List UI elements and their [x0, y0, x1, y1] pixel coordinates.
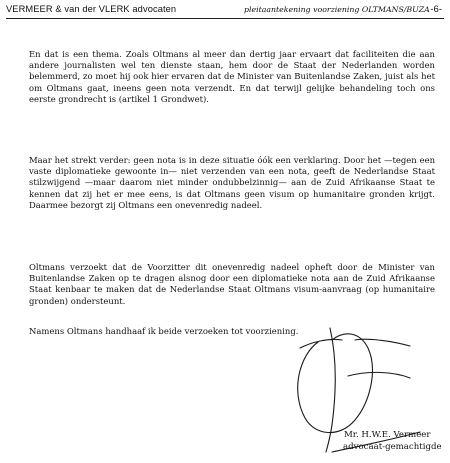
paragraph-3: Oltmans verzoekt dat de Voorzitter dit onevenredig nadeel opheft door de Minister van Buitenlandse Zaken op te dragen alsnog door een diplomatieke nota aan de Zuid Afrikaanse Staat kenbaar te maken dat de Nederlandse Staat Oltmans visum-aanvraag (op humanitaire gronden) ondersteunt.: [29, 262, 435, 306]
signer-name: Mr. H.W.E. Vermeer: [344, 430, 431, 440]
paragraph-1: En dat is een thema. Zoals Oltmans al meer dan dertig jaar ervaart dat faciliteiten die aan andere journalisten wel ten dienste staan, hem door de Staat der Nederlanden worden belemmerd, zo moet hij ook hier ervaren dat de Minister van Buitenlandse Zaken, juist als het om Oltmans gaat, ineens geen nota verzendt. En dat terwijl gelijke behandeling toch ons eerste grondrecht is (artikel 1 Grondwet).: [29, 49, 435, 104]
page-header: [6, 4, 444, 19]
signer-role: advocaat-gemachtigde: [343, 442, 442, 452]
page-number: -6-: [430, 4, 442, 15]
document-reference: pleitaantekening voorziening OLTMANS/BUZA: [244, 5, 430, 14]
paragraph-4: Namens Oltmans handhaaf ik beide verzoeken tot voorziening.: [29, 326, 299, 336]
firm-name: VERMEER & van der VLERK advocaten: [6, 4, 177, 14]
paragraph-2: Maar het strekt verder: geen nota is in deze situatie óók een verklaring. Door het —tegen een vaste diplomatieke gewoonte in— niet verzenden van een nota, geeft de Nederlandse Staat stilzwijgend —maar daarom niet minder ondubbelzinnig— aan de Zuid Afrikaanse Staat te kennen dat zij het er mee eens, is dat Oltmans geen visum op humanitaire gronden krijgt. Daarmee bezorgt zij Oltmans een onevenredig nadeel.: [29, 155, 435, 210]
